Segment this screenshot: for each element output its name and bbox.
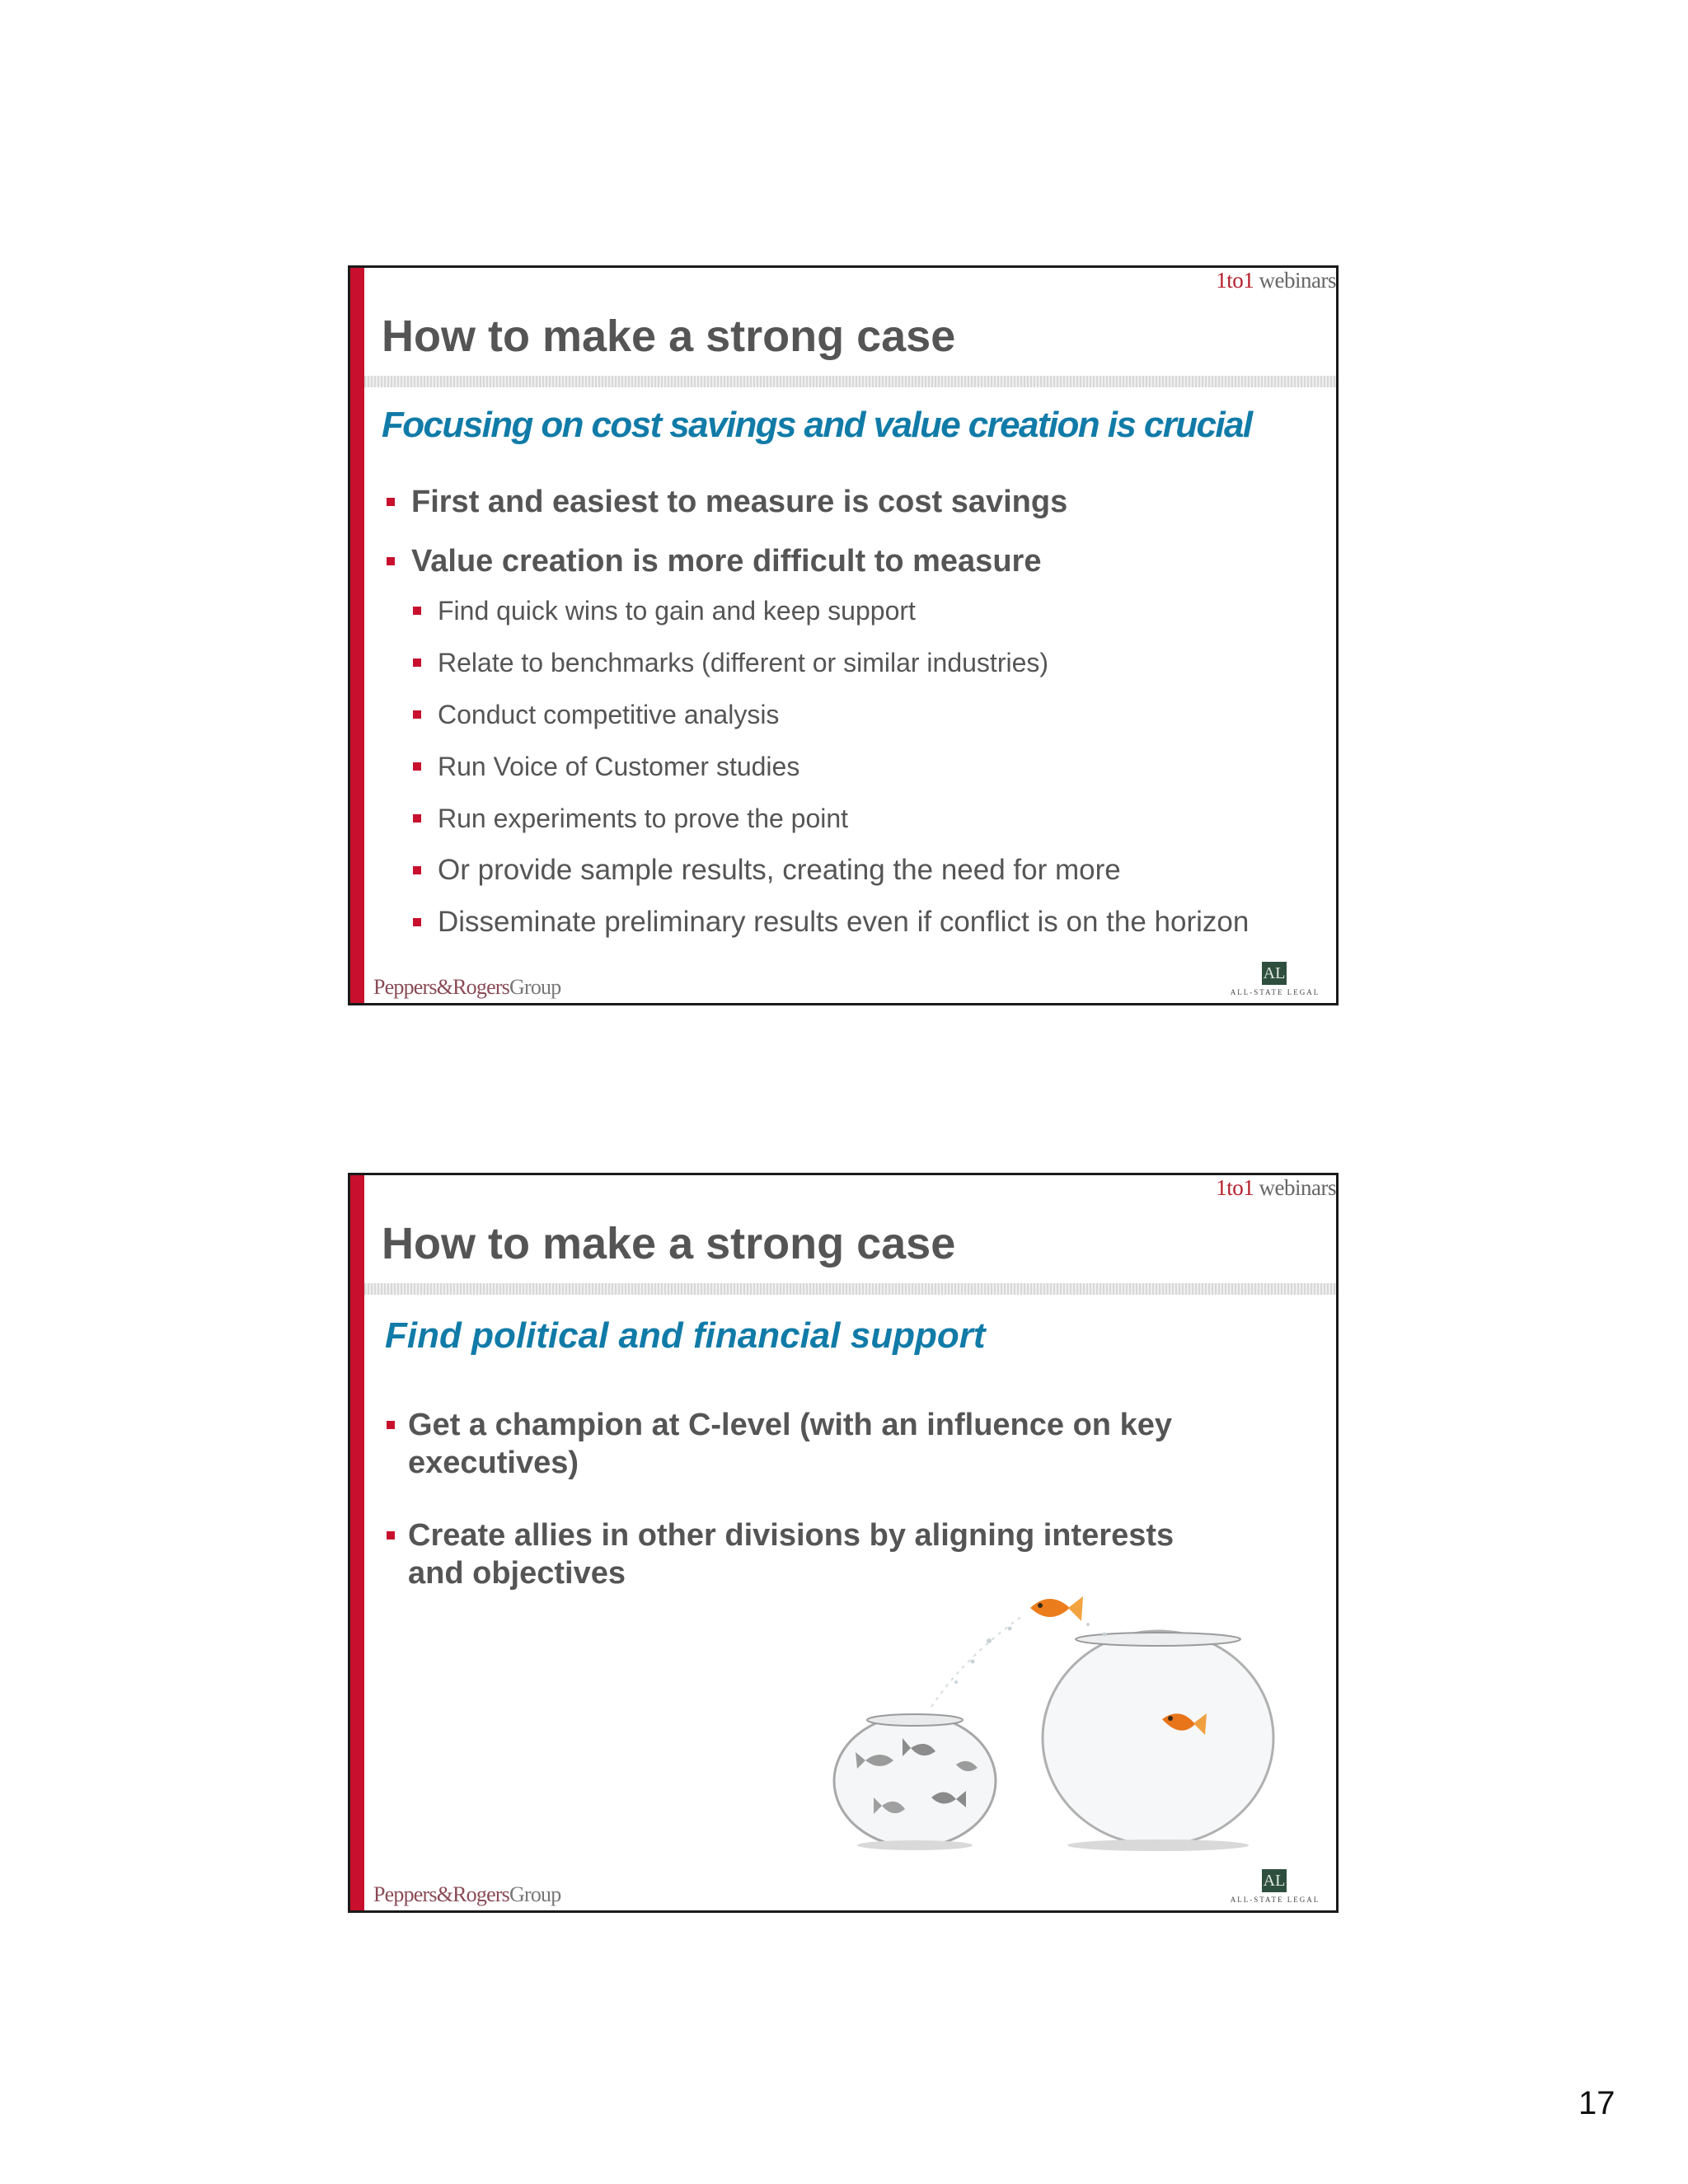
bullet-square-icon [413,658,421,667]
bullet-item: First and easiest to measure is cost savings [387,483,1320,521]
bullet-square-icon [387,498,395,506]
bullet-item: Create allies in other divisions by aligning interests and objectives [387,1516,1237,1592]
small-bowl-icon [834,1714,996,1850]
bullet-list [387,1406,1237,1592]
bullet-square-icon [387,1421,395,1429]
bullet-square-icon [387,1531,395,1540]
slide-1 [348,265,1339,1005]
webinars-logo: 1to1 webinars [1216,1175,1336,1200]
bullet-square-icon [413,866,421,874]
all-state-legal-icon: AL [1262,962,1287,985]
bullet-square-icon [413,607,421,615]
bullet-square-icon [413,762,421,771]
bullet-square-icon [413,918,421,926]
fish-bowls-illustration [832,1583,1278,1855]
slide-accent-bar [350,1175,364,1910]
slide-subtitle: Find political and financial support [385,1315,986,1356]
peppers-rogers-logo: Peppers&RogersGroup [373,975,561,999]
sub-bullet-item: Run experiments to prove the point [387,802,1320,835]
large-bowl-icon [1043,1631,1273,1851]
sub-bullet-item: Disseminate preliminary results even if conflict is on the horizon [387,906,1320,939]
page-number: 17 [1578,2085,1615,2121]
all-state-legal-logo: AL ALL-STATE LEGAL [1226,962,1325,998]
bullet-item: Get a champion at C-level (with an influence on key executives) [387,1406,1237,1482]
title-divider [364,376,1336,387]
webinars-logo: 1to1 webinars [1216,268,1336,293]
slide-subtitle: Focusing on cost savings and value creation is crucial [382,405,1252,445]
slide-accent-bar [350,268,364,1003]
bullet-square-icon [387,557,395,565]
sub-bullet-item: Relate to benchmarks (different or similar industries) [387,646,1320,679]
sub-bullet-item: Run Voice of Customer studies [387,750,1320,783]
title-divider [364,1283,1336,1295]
bullet-list [387,483,1320,958]
slide-title: How to make a strong case [382,312,956,361]
all-state-legal-logo: AL ALL-STATE LEGAL [1226,1869,1325,1905]
slide-2 [348,1173,1339,1913]
bullet-item: Value creation is more difficult to measure [387,542,1320,580]
sub-bullet-item: Or provide sample results, creating the need for more [387,854,1320,887]
sub-bullet-item: Find quick wins to gain and keep support [387,594,1320,627]
slide-title: How to make a strong case [382,1219,956,1268]
sub-bullet-item: Conduct competitive analysis [387,698,1320,731]
bullet-square-icon [413,710,421,719]
bullet-square-icon [413,814,421,823]
peppers-rogers-logo: Peppers&RogersGroup [373,1882,561,1906]
all-state-legal-icon: AL [1262,1869,1287,1892]
